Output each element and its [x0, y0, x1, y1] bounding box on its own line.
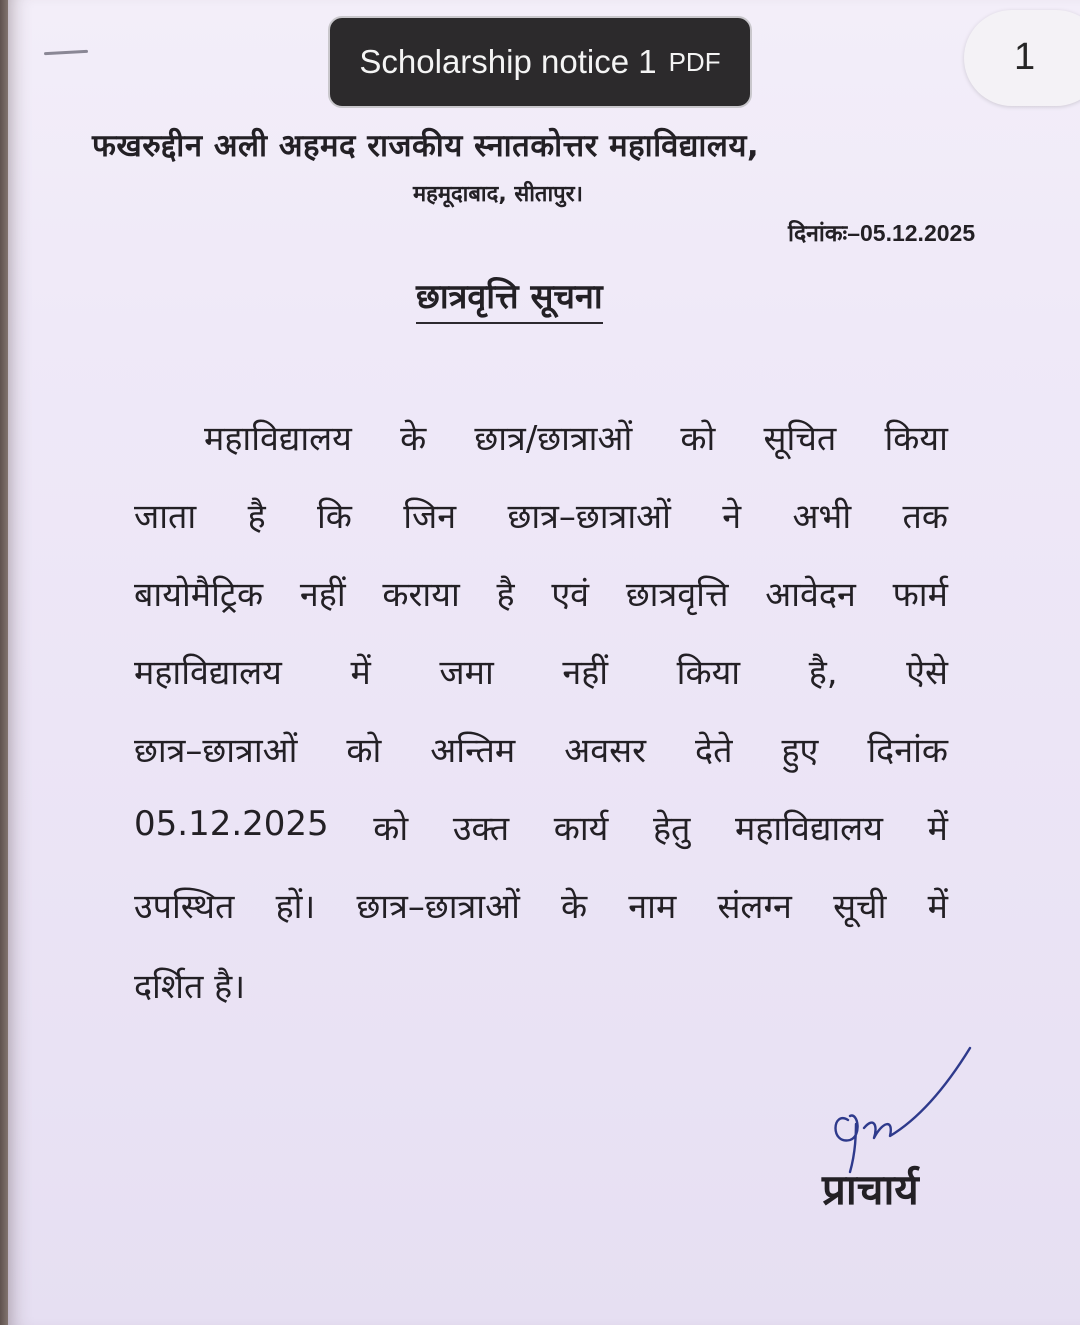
notice-word: जिन: [403, 497, 457, 537]
notice-body-line: [134, 962, 948, 1008]
notice-word: दिनांक: [867, 731, 948, 771]
notice-word: छात्र–छात्राओं: [356, 887, 520, 927]
notice-body-line: [134, 726, 948, 772]
notice-word: नहीं: [562, 653, 609, 693]
notice-word: नाम: [628, 887, 677, 927]
document-page: [8, 0, 1080, 1325]
notice-word: है: [247, 497, 266, 537]
notice-word: के: [561, 887, 588, 927]
notice-word: अवसर: [564, 731, 647, 771]
notice-word: अभी: [792, 497, 852, 537]
notice-body-line: [134, 648, 948, 694]
notice-word: ऐसे: [906, 653, 948, 693]
notice-word: बायोमैट्रिक: [134, 575, 264, 615]
file-type: PDF: [668, 46, 721, 77]
notice-word: हुए: [781, 731, 819, 771]
notice-word: छात्र–छात्राओं: [134, 731, 298, 771]
notice-word: छात्र–छात्राओं: [507, 497, 671, 537]
notice-word: अन्तिम: [430, 731, 516, 771]
notice-body-line: [134, 882, 948, 928]
notice-word: में: [927, 809, 948, 849]
notice-word: महाविद्यालय: [735, 809, 883, 849]
file-name: Scholarship notice 1: [359, 43, 657, 80]
notice-word: उपस्थित: [134, 887, 235, 927]
notice-word: कार्य: [553, 809, 609, 849]
notice-word: दर्शित है।: [134, 967, 246, 1007]
notice-word: फार्म: [892, 575, 948, 615]
notice-word: के: [400, 419, 427, 459]
notice-body-line: [134, 492, 948, 538]
principal-signature: [820, 1040, 990, 1180]
notice-word: में: [927, 887, 948, 927]
notice-word: तक: [902, 497, 948, 537]
notice-body-line: [134, 804, 948, 850]
notice-word: किया: [884, 419, 948, 459]
notice-word: कि: [316, 497, 352, 537]
notice-word: को: [373, 809, 409, 849]
notice-word: किया: [676, 653, 741, 693]
notice-word: है,: [808, 653, 838, 693]
notice-word: आवेदन: [765, 575, 856, 615]
notice-word: है: [496, 575, 515, 615]
notice-word: महाविद्यालय: [204, 419, 352, 459]
notice-word: जाता: [134, 497, 197, 537]
notice-word: संलग्न: [717, 887, 792, 927]
page-number-badge: [964, 10, 1080, 106]
notice-body-line: [134, 570, 948, 616]
notice-word: हेतु: [652, 809, 691, 849]
notice-word: महाविद्यालय: [134, 653, 282, 693]
notice-date: दिनांकः–05.12.2025: [788, 220, 976, 246]
notice-word: जमा: [439, 653, 494, 693]
notice-word: एवं: [551, 575, 590, 615]
notice-body-line: [204, 414, 948, 460]
notice-word: हों।: [275, 887, 316, 927]
signature-stroke: [836, 1048, 971, 1172]
notice-word: कराया: [382, 575, 460, 615]
principal-designation: प्राचार्य: [822, 1165, 919, 1214]
pencil-mark: [44, 50, 88, 55]
notice-word: को: [346, 731, 382, 771]
college-address: महमूदाबाद, सीतापुर।: [413, 182, 583, 207]
notice-word: नहीं: [299, 575, 346, 615]
notice-word: सूचित: [763, 419, 837, 459]
notice-word: में: [350, 653, 371, 693]
notice-word: ने: [722, 497, 742, 537]
page-number: 1: [1014, 36, 1036, 78]
notice-heading: छात्रवृत्ति सूचना: [416, 272, 603, 324]
file-title-overlay[interactable]: [328, 16, 752, 108]
notice-word: उक्त: [452, 809, 510, 849]
notice-word: 05.12.2025: [134, 804, 329, 844]
notice-word: को: [680, 419, 716, 459]
notice-word: देते: [695, 731, 733, 771]
college-name: फखरुद्दीन अली अहमद राजकीय स्नातकोत्तर महाविद्यालय,: [92, 128, 760, 164]
notice-word: सूची: [833, 887, 887, 927]
notice-word: छात्र/छात्राओं: [474, 419, 633, 459]
notice-word: छात्रवृत्ति: [625, 575, 729, 615]
